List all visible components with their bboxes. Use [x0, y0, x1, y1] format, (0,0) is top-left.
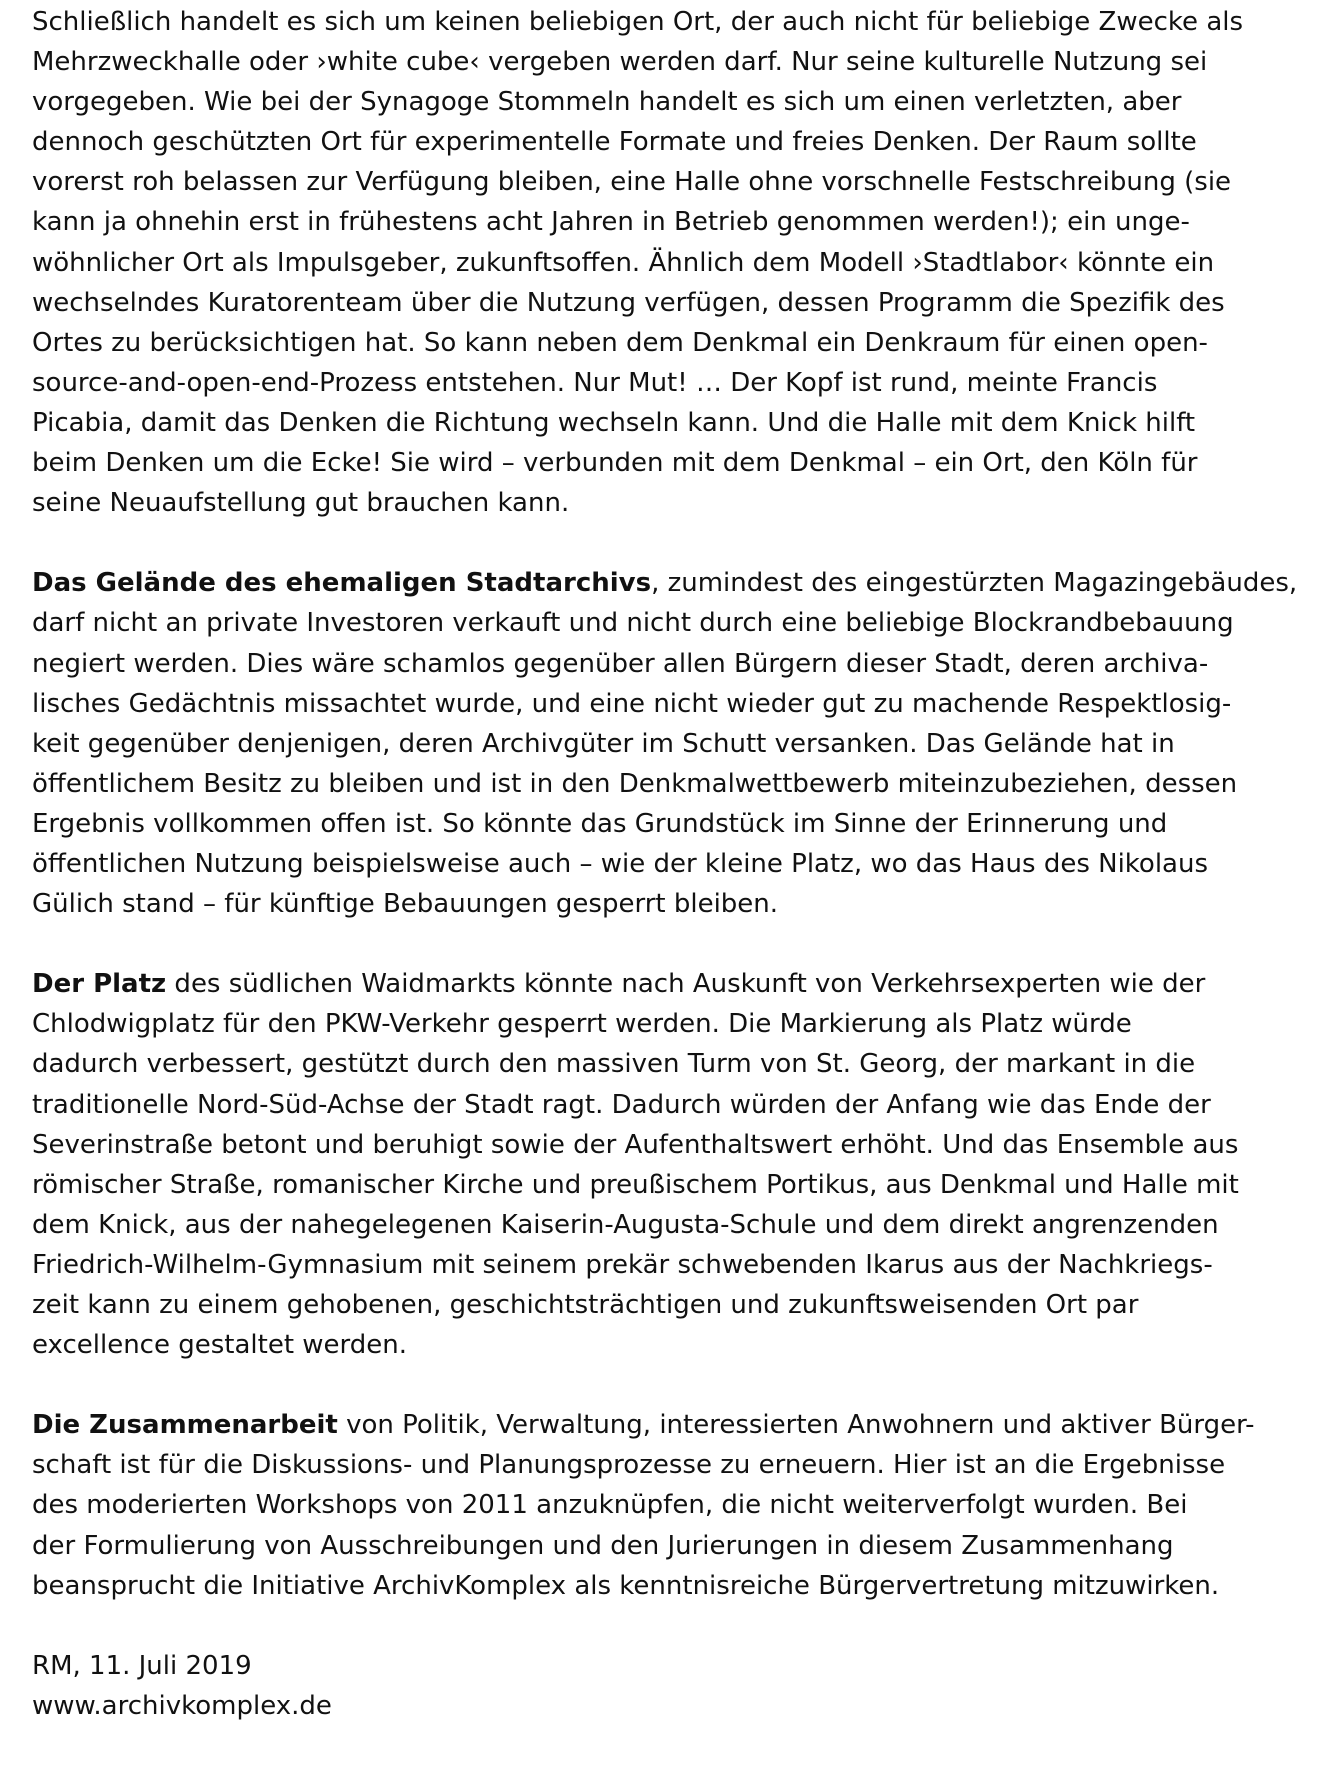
text-line: des moderierten Workshops von 2011 anzuknüpfen, die nicht weiterverfolgt wurden. Bei	[32, 1490, 1188, 1521]
text-line: traditionelle Nord-Süd-Achse der Stadt ragt. Dadurch würden der Anfang wie das Ende der	[32, 1089, 1211, 1120]
text-line: öffentlichem Besitz zu bleiben und ist in den Denkmalwettbewerb miteinzubeziehen, dessen	[32, 768, 1238, 799]
text-line: Chlodwigplatz für den PKW-Verkehr gesperrt werden. Die Markierung als Platz würde	[32, 1009, 1132, 1040]
text-line: lisches Gedächtnis missachtet wurde, und eine nicht wieder gut zu machende Respektlosig-	[32, 688, 1232, 719]
paragraph-4	[32, 1405, 1302, 1605]
text-line: keit gegenüber denjenigen, deren Archivgüter im Schutt versanken. Das Gelände hat in	[32, 728, 1175, 759]
signature-date: RM, 11. Juli 2019	[32, 1650, 252, 1681]
document-page	[32, 0, 1302, 1726]
text-line	[32, 964, 1302, 1004]
text-line: wechselndes Kuratorenteam über die Nutzung verfügen, dessen Programm die Spezifik des	[32, 287, 1225, 318]
paragraph-spacer	[32, 1606, 1302, 1646]
text-line: Schließlich handelt es sich um keinen beliebigen Ort, der auch nicht für beliebige Zwecke als	[32, 7, 1244, 37]
text-line: Mehrzweckhalle oder ›white cube‹ vergeben werden darf. Nur seine kulturelle Nutzung sei	[32, 47, 1208, 78]
text-line: Ortes zu berücksichtigen hat. So kann neben dem Denkmal ein Denkraum für einen open-	[32, 327, 1208, 358]
paragraph-spacer	[32, 523, 1302, 563]
text-run: , zumindest des eingestürzten Magazingebäudes,	[651, 568, 1298, 599]
paragraph-heading: Der Platz	[32, 969, 167, 1000]
text-line: dem Knick, aus der nahegelegenen Kaiserin-Augusta-Schule und dem direkt angrenzenden	[32, 1209, 1219, 1240]
text-line: dadurch verbessert, gestützt durch den massiven Turm von St. Georg, der markant in die	[32, 1049, 1196, 1080]
text-line: römischer Straße, romanischer Kirche und preußischem Portikus, aus Denkmal und Halle mit	[32, 1169, 1239, 1200]
text-line: Friedrich-Wilhelm-Gymnasium mit seinem prekär schwebenden Ikarus aus der Nachkriegs-	[32, 1249, 1213, 1280]
text-line: der Formulierung von Ausschreibungen und den Jurierungen in diesem Zusammenhang	[32, 1530, 1174, 1561]
text-line	[32, 563, 1302, 603]
paragraph-3	[32, 964, 1302, 1365]
text-run: von Politik, Verwaltung, interessierten Anwohnern und aktiver Bürger-	[337, 1410, 1255, 1441]
paragraph-heading: Die Zusammenarbeit	[32, 1410, 338, 1441]
text-run: des südlichen Waidmarkts könnte nach Auskunft von Verkehrsexperten wie der	[166, 969, 1206, 1000]
text-line: beim Denken um die Ecke! Sie wird – verbunden mit dem Denkmal – ein Ort, den Köln für	[32, 448, 1198, 479]
text-line: seine Neuaufstellung gut brauchen kann.	[32, 488, 570, 519]
text-line: wöhnlicher Ort als Impulsgeber, zukunftsoffen. Ähnlich dem Modell ›Stadtlabor‹ könnte ein	[32, 247, 1215, 278]
text-line: dennoch geschützten Ort für experimentelle Formate und freies Denken. Der Raum sollte	[32, 127, 1197, 158]
text-line: beansprucht die Initiative ArchivKomplex als kenntnisreiche Bürgervertretung mitzuwirken.	[32, 1570, 1220, 1601]
text-line: öffentlichen Nutzung beispielsweise auch – wie der kleine Platz, wo das Haus des Nikolaus	[32, 848, 1209, 879]
text-line: darf nicht an private Investoren verkauft und nicht durch eine beliebige Blockrandbebauung	[32, 608, 1234, 639]
paragraph-spacer	[32, 1365, 1302, 1405]
text-line: vorerst roh belassen zur Verfügung bleiben, eine Halle ohne vorschnelle Festschreibung (sie	[32, 167, 1232, 198]
text-line: Severinstraße betont und beruhigt sowie der Aufenthaltswert erhöht. Und das Ensemble aus	[32, 1129, 1239, 1160]
text-line	[32, 1405, 1302, 1445]
text-line: Ergebnis vollkommen offen ist. So könnte das Grundstück im Sinne der Erinnerung und	[32, 808, 1168, 839]
text-line: source-and-open-end-Prozess entstehen. Nur Mut! … Der Kopf ist rund, meinte Francis	[32, 367, 1158, 398]
text-line: Picabia, damit das Denken die Richtung wechseln kann. Und die Halle mit dem Knick hilft	[32, 407, 1196, 438]
paragraph-1	[32, 2, 1302, 523]
text-line: vorgegeben. Wie bei der Synagoge Stommeln handelt es sich um einen verletzten, aber	[32, 87, 1182, 118]
website-link[interactable]: www.archivkomplex.de	[32, 1690, 332, 1721]
text-line: excellence gestaltet werden.	[32, 1330, 408, 1361]
paragraph-heading: Das Gelände des ehemaligen Stadtarchivs	[32, 568, 652, 599]
text-line: Gülich stand – für künftige Bebauungen gesperrt bleiben.	[32, 889, 779, 920]
text-line: negiert werden. Dies wäre schamlos gegenüber allen Bürgern dieser Stadt, deren archiva-	[32, 648, 1209, 679]
footer	[32, 1646, 1302, 1726]
paragraph-spacer	[32, 924, 1302, 964]
paragraph-2	[32, 563, 1302, 924]
text-line: zeit kann zu einem gehobenen, geschichtsträchtigen und zukunftsweisenden Ort par	[32, 1290, 1139, 1320]
text-line: schaft ist für die Diskussions- und Planungsprozesse zu erneuern. Hier ist an die Ergebnisse	[32, 1450, 1226, 1481]
text-line: kann ja ohnehin erst in frühestens acht Jahren in Betrieb genommen werden!); ein unge-	[32, 207, 1190, 238]
